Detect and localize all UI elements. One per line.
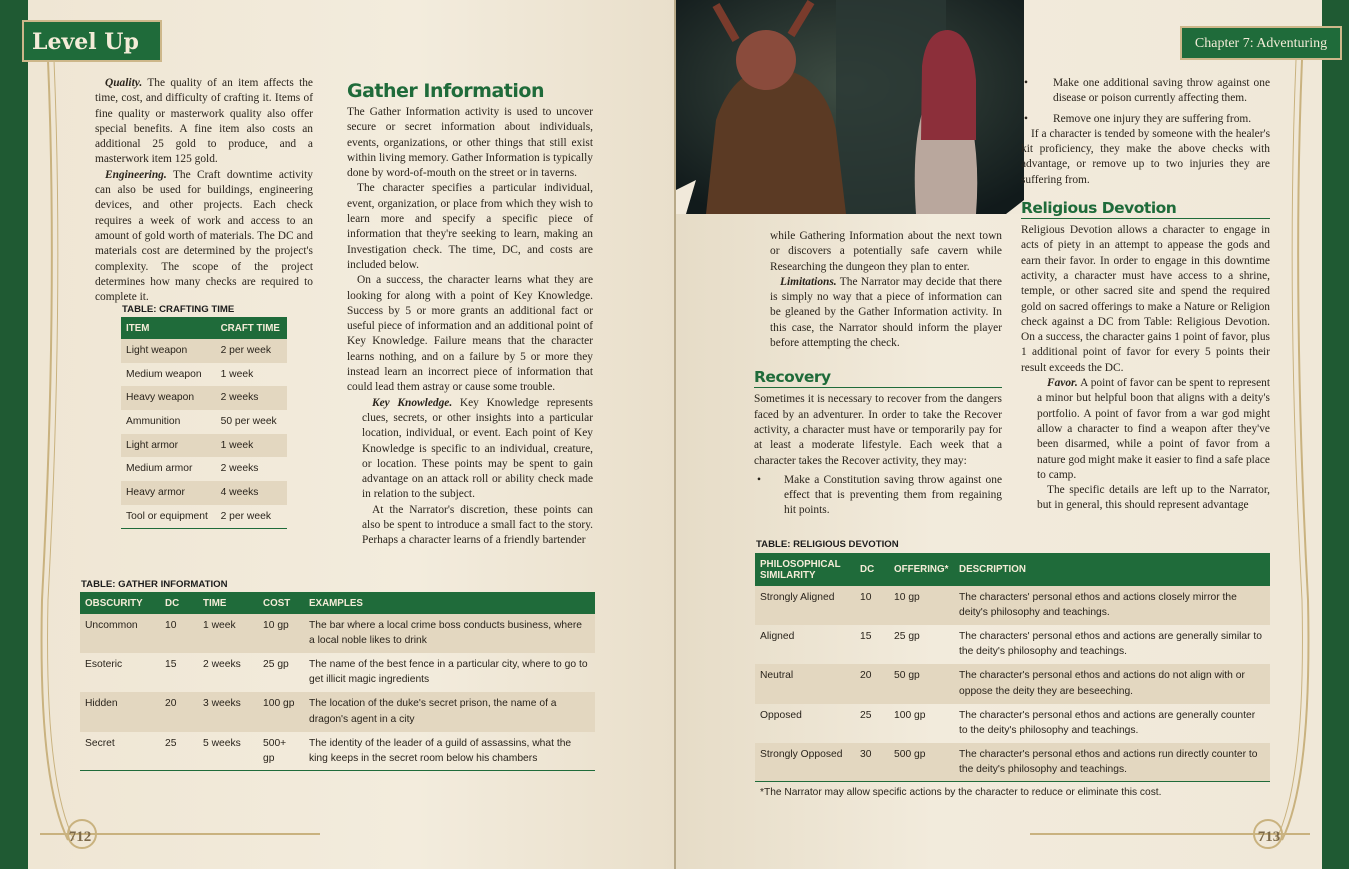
table-cell: 15 <box>165 659 177 671</box>
table-header: PHILOSOPHICAL SIMILARITY <box>755 553 855 586</box>
table-header: EXAMPLES <box>304 592 595 614</box>
table-cell: Opposed <box>760 709 802 721</box>
gather-table-caption: TABLE: GATHER INFORMATION <box>81 579 228 590</box>
engineering-label: Engineering. <box>105 168 167 181</box>
table-header: OFFERING* <box>889 553 954 586</box>
table-cell: 1 week <box>198 614 258 653</box>
table-row <box>755 704 1270 743</box>
table-cell: The identity of the leader of a guild of assassins, what the king keeps in the secret room below his chambers <box>309 737 572 764</box>
recovery-bullet-1: • Make a Constitution saving throw against one effect that is preventing them from regaining hit points. <box>754 473 1002 519</box>
table-row <box>121 386 287 410</box>
table-cell: Strongly Aligned <box>755 586 855 625</box>
devotion-p1: Religious Devotion allows a character to engage in acts of piety in an attempt to appease the gods and earn their favor. In order to engage in this downtime activity, a character must have access to a shrine, temple, or other sacred site and spend the required gold on sacred offerings to make a Nature or Religion check against a DC from Table: Religious Devotion. On a success, the character gains 1 point of favor, plus 1 additional point of favor for every 5 points their result exceeds the DC. <box>1021 224 1270 374</box>
table-header: DC <box>160 592 198 614</box>
healer-paragraph: If a character is tended by someone with the healer's kit proficiency, they make the above checks with advantage, or remove up to two injuries they are suffering from. <box>1021 127 1270 186</box>
table-cell: 2 per week <box>220 510 271 522</box>
crafting-time-table <box>121 317 287 529</box>
page-number-right: 713 <box>1257 829 1281 845</box>
table-cell: Medium armor <box>126 463 193 475</box>
table-cell: The character's personal ethos and actions run directly counter to the deity's philosophy and teachings. <box>954 743 1270 782</box>
table-cell: Strongly Opposed <box>755 743 855 782</box>
recovery-p1: Sometimes it is necessary to recover from the dangers faced by an adventurer. In order to take the Recover activity, a character must have or temporarily pay for at least a moderate lifestyle. Each week that a character takes the Recover activity, they may: <box>754 393 1002 467</box>
table-cell: Uncommon <box>80 614 160 653</box>
table-cell: Ammunition <box>126 416 181 428</box>
quality-label: Quality. <box>105 77 143 89</box>
left-frame <box>0 0 28 869</box>
table-cell: The character's personal ethos and actions do not align with or oppose the deity they are beseeching. <box>954 664 1270 703</box>
table-cell: The bar where a local crime boss conducts business, where a local noble likes to drink <box>304 614 595 653</box>
favor-text: A point of favor can be spent to represent a minor but helpful boon that aligns with a deity's portfolio. A point of favor from a war god might allow a character to find a weapon after they've been disarmed, while a point of favor from a nature god might make it easier to find a safe place to camp. <box>1037 377 1270 481</box>
table-cell: 4 weeks <box>216 481 287 505</box>
devotion-column <box>1021 76 1270 514</box>
gather-p5: At the Narrator's discretion, these points can also be spent to introduce a small fact to the story. Perhaps a character learns of a friendly bartender <box>362 503 593 547</box>
table-cell: 100 gp <box>258 692 304 731</box>
table-row <box>755 625 1270 664</box>
gather-heading: Gather Information <box>347 80 544 102</box>
quality-text: The quality of an item affects the time, cost, and difficulty of crafting it. Items of fine quality or masterwork quality also offer special benefits. A fine item also costs an additional 25 gold to produce, and a masterwork item 125 gold. <box>95 77 313 166</box>
table-row <box>755 586 1270 625</box>
table-row <box>121 434 287 458</box>
table-row <box>80 692 595 731</box>
table-cell: 500 gp <box>889 743 954 782</box>
book-title-banner: Level Up <box>22 20 162 62</box>
table-cell: 100 gp <box>894 709 926 721</box>
religious-devotion-table <box>755 553 1270 782</box>
gather-information-table <box>80 592 595 771</box>
table-cell: The name of the best fence in a particular city, where to go to get illicit magic ingredients <box>309 659 588 686</box>
table-cell: Tool or equipment <box>126 510 208 522</box>
table-cell: 25 gp <box>263 659 289 671</box>
engineering-text: The Craft downtime activity can also be used for buildings, engineering devices, and other projects. Each check requires a week of work and access to an amount of gold worth of materials. The DC and materials cost are determined by the project's complexity. The scope of the project determines how many checks are required to complete it. <box>95 168 313 304</box>
specific-paragraph: The specific details are left up to the Narrator, but in general, this should represent advantage <box>1037 484 1270 512</box>
table-cell: Esoteric <box>85 659 123 671</box>
illustration <box>676 0 1024 214</box>
table-header: CRAFT TIME <box>216 317 287 339</box>
table-cell: 2 per week <box>216 339 287 363</box>
table-row <box>80 614 595 653</box>
devotion-table-caption: TABLE: RELIGIOUS DEVOTION <box>756 539 899 550</box>
illustration-image-icon <box>676 0 1024 214</box>
favor-label: Favor. <box>1047 377 1078 390</box>
table-cell: Aligned <box>760 631 795 643</box>
table-row <box>121 457 287 481</box>
table-row <box>80 732 595 771</box>
quality-column <box>95 76 313 305</box>
table-cell: The location of the duke's secret prison, the name of a dragon's agent in a city <box>304 692 595 731</box>
table-cell: 2 weeks <box>203 659 241 671</box>
page-number-left: 712 <box>68 829 92 845</box>
table-cell: Light weapon <box>121 339 216 363</box>
table-row <box>121 410 287 434</box>
devotion-heading: Religious Devotion <box>1021 198 1270 219</box>
table-cell: 15 <box>860 631 872 643</box>
table-cell: 25 <box>165 737 177 749</box>
table-cell: 1 week <box>220 368 254 380</box>
table-header: DESCRIPTION <box>954 553 1270 586</box>
table-row <box>755 664 1270 703</box>
table-cell: 10 gp <box>889 586 954 625</box>
table-cell: 25 <box>860 709 872 721</box>
table-row <box>80 653 595 692</box>
table-row <box>121 481 287 505</box>
recovery-bullet-2: • Make one additional saving throw against one disease or poison currently affecting them. <box>1021 76 1270 107</box>
table-row <box>121 505 287 529</box>
table-cell: The characters' personal ethos and actions are generally similar to the deity's philosophy and teachings. <box>959 631 1263 658</box>
crafting-table-caption: TABLE: CRAFTING TIME <box>122 304 235 315</box>
limitations-lead: while Gathering Information about the next town or discovers a potentially safe cavern while Researching the dungeon they plan to enter. <box>770 230 1002 273</box>
devotion-footnote: *The Narrator may allow specific actions by the character to reduce or eliminate this cost. <box>760 787 1162 798</box>
limitations-label: Limitations. <box>780 275 837 288</box>
gather-p3: On a success, the character learns what they are looking for along with a point of Key Knowledge. Success by 5 or more grants an additional fact or useful piece of information and an additional point of Key Knowledge. Failure means that the character learns nothing, and on a failure by 5 or more they instead learn an incorrect piece of information that could lead them astray or cause some trouble. <box>347 274 593 394</box>
table-cell: 3 weeks <box>198 692 258 731</box>
table-cell: 2 weeks <box>220 463 259 475</box>
table-cell: The character's personal ethos and actions are generally counter to the deity's philosophy and teachings. <box>959 709 1256 736</box>
table-row <box>121 363 287 387</box>
table-cell: Heavy armor <box>121 481 216 505</box>
table-cell: 50 per week <box>220 416 277 428</box>
table-header: TIME <box>198 592 258 614</box>
table-cell: 5 weeks <box>203 737 241 749</box>
table-header: ITEM <box>121 317 216 339</box>
table-header: OBSCURITY <box>80 592 160 614</box>
right-frame <box>1322 0 1349 869</box>
table-cell: 1 week <box>216 434 287 458</box>
table-cell: Heavy weapon <box>121 386 216 410</box>
table-cell: 500+ gp <box>263 737 287 764</box>
table-cell: Hidden <box>80 692 160 731</box>
recovery-heading: Recovery <box>754 367 1002 388</box>
key-knowledge-text: Key Knowledge represents clues, secrets, or other insights into a particular location, individual, or event. Each point of Key Knowledge is specific to an individual, creature, or location. These points may be spent to gain advantage on an attack roll or ability check made in relation to the subject. <box>362 396 593 501</box>
table-cell: 10 <box>855 586 889 625</box>
table-header: COST <box>258 592 304 614</box>
table-cell: 2 weeks <box>216 386 287 410</box>
table-cell: 20 <box>160 692 198 731</box>
gather-p1: The Gather Information activity is used to uncover secure or secret information about individuals, events, organizations, or other things that still exist within living memory. Gather Information is typically done by word-of-mouth on the street or in taverns. <box>347 106 593 180</box>
chapter-banner: Chapter 7: Adventuring <box>1180 26 1342 60</box>
recovery-bullet-3: • Remove one injury they are suffering from. <box>1021 112 1270 127</box>
table-cell: Neutral <box>755 664 855 703</box>
table-cell: 20 <box>855 664 889 703</box>
table-cell: 10 <box>160 614 198 653</box>
table-cell: 50 gp <box>889 664 954 703</box>
table-cell: Medium weapon <box>126 368 202 380</box>
table-row <box>121 339 287 363</box>
table-row <box>755 743 1270 782</box>
gather-p2: The character specifies a particular individual, event, organization, or place from which they wish to learn more and specify a specific piece of information that they're seeking to learn, making an Investigation check. The time, DC, and costs are included below. <box>347 182 593 271</box>
table-cell: 25 gp <box>894 631 920 643</box>
table-cell: 10 gp <box>258 614 304 653</box>
table-cell: Light armor <box>121 434 216 458</box>
limitations-text: The Narrator may decide that there is simply no way that a piece of information can be gleaned by the Gather Information activity. In this case, the Narrator should inform the player before attempting the check. <box>770 275 1002 350</box>
recovery-column <box>754 229 1002 519</box>
gather-column <box>347 79 593 549</box>
table-cell: 30 <box>855 743 889 782</box>
table-header: DC <box>855 553 889 586</box>
key-knowledge-label: Key Knowledge. <box>372 396 453 409</box>
table-cell: The characters' personal ethos and actions closely mirror the deity's philosophy and teachings. <box>954 586 1270 625</box>
table-cell: Secret <box>85 737 115 749</box>
